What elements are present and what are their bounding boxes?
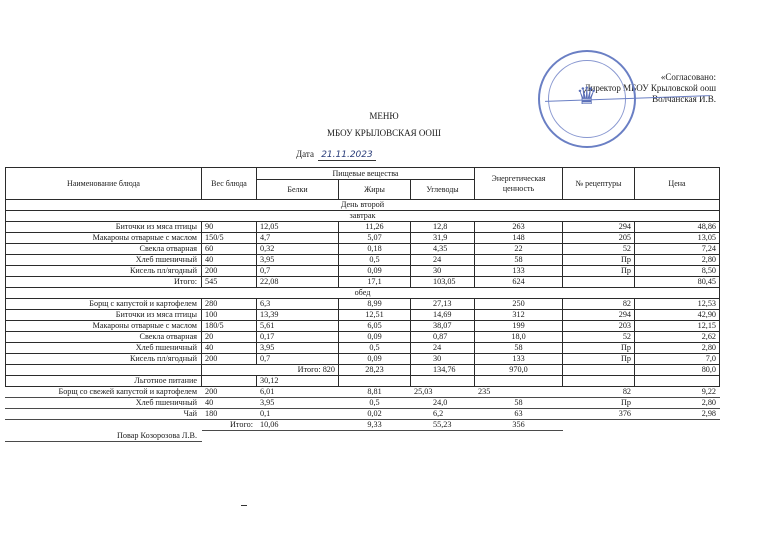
total-protein: 22,08	[257, 277, 339, 288]
table-row	[6, 299, 720, 310]
date-value: 21.11.2023	[318, 150, 376, 161]
dish-fat: 12,51	[339, 310, 411, 321]
dish-carbs: 30	[411, 354, 475, 365]
dish-protein: 3,95	[257, 343, 339, 354]
cook-row	[6, 431, 720, 442]
total-carbs: 103,05	[411, 277, 475, 288]
table-row	[6, 354, 720, 365]
breakfast-section: завтрак	[6, 211, 720, 222]
dish-protein: 4,7	[257, 233, 339, 244]
total-label: Итого: 820	[202, 365, 339, 376]
dish-carbs: 4,35	[411, 244, 475, 255]
dish-energy: 58	[475, 255, 563, 266]
empty-cell	[411, 376, 475, 387]
empty-cell	[635, 376, 720, 387]
total-fat: 28,23	[339, 365, 411, 376]
table-row	[6, 387, 720, 398]
total-recipe	[563, 277, 635, 288]
menu-title: МЕНЮ	[369, 111, 399, 121]
dish-protein: 6,01	[257, 387, 339, 398]
table-row	[6, 343, 720, 354]
dish-fat: 5,07	[339, 233, 411, 244]
dish-recipe: 294	[563, 222, 635, 233]
dish-carbs: 30	[411, 266, 475, 277]
total-recipe	[563, 365, 635, 376]
dish-energy: 63	[475, 409, 563, 420]
dish-name: Кисель пл/ягодный	[6, 354, 202, 365]
date-line	[296, 149, 376, 160]
dish-energy: 250	[475, 299, 563, 310]
dish-name: Макароны отварные с маслом	[6, 321, 202, 332]
table-row	[6, 332, 720, 343]
col-energy-header: Энергетическая ценность	[475, 168, 563, 200]
dish-price: 2,98	[635, 409, 720, 420]
dish-price: 2,80	[635, 255, 720, 266]
table-row	[6, 321, 720, 332]
dish-carbs: 12,8	[411, 222, 475, 233]
dish-energy: 148	[475, 233, 563, 244]
col-price-header: Цена	[635, 168, 720, 200]
dish-recipe: 294	[563, 310, 635, 321]
dish-carbs: 24,0	[411, 398, 475, 409]
empty-cell	[475, 376, 563, 387]
dish-name: Макароны отварные с маслом	[6, 233, 202, 244]
table-row	[6, 409, 720, 420]
dish-carbs: 38,07	[411, 321, 475, 332]
empty-cell	[635, 420, 720, 431]
dish-recipe: Пр	[563, 255, 635, 266]
dish-protein: 0,17	[257, 332, 339, 343]
dish-recipe: 52	[563, 244, 635, 255]
dish-energy: 58	[475, 343, 563, 354]
dish-fat: 11,26	[339, 222, 411, 233]
dish-name: Биточки из мяса птицы	[6, 310, 202, 321]
dish-protein: 0,7	[257, 266, 339, 277]
dish-name: Свекла отварная	[6, 332, 202, 343]
dish-weight: 280	[202, 299, 257, 310]
scan-mark	[241, 505, 247, 506]
dish-carbs: 14,69	[411, 310, 475, 321]
dish-protein: 3,95	[257, 255, 339, 266]
dish-fat: 0,02	[339, 409, 411, 420]
dish-carbs: 24	[411, 255, 475, 266]
dish-weight: 200	[202, 387, 257, 398]
dish-protein: 0,1	[257, 409, 339, 420]
dish-price: 7,24	[635, 244, 720, 255]
dish-carbs: 6,2	[411, 409, 475, 420]
dish-energy: 235	[475, 387, 563, 398]
dish-weight: 200	[202, 354, 257, 365]
lunch-section: обед	[6, 288, 720, 299]
empty-cell	[202, 376, 257, 387]
dish-recipe: 82	[563, 299, 635, 310]
dish-name: Кисель пл/ягодный	[6, 266, 202, 277]
table-row	[6, 222, 720, 233]
col-name-header: Наименование блюда	[6, 168, 202, 200]
dish-weight: 200	[202, 266, 257, 277]
dish-name: Борщ со свежей капустой и картофелем	[6, 387, 202, 398]
empty-cell	[411, 431, 475, 442]
total-carbs: 134,76	[411, 365, 475, 376]
total-protein: 30,12	[257, 376, 339, 387]
dish-recipe: 376	[563, 409, 635, 420]
free-meal-label: Льготное питание	[6, 376, 202, 387]
dish-weight: 40	[202, 255, 257, 266]
dish-protein: 12,05	[257, 222, 339, 233]
dish-carbs: 0,87	[411, 332, 475, 343]
dish-recipe: 203	[563, 321, 635, 332]
empty-cell	[339, 376, 411, 387]
approval-director: Директор МБОУ Крыловской оош	[584, 83, 716, 93]
dish-weight: 180	[202, 409, 257, 420]
dish-fat: 0,09	[339, 354, 411, 365]
dish-weight: 40	[202, 343, 257, 354]
col-recipe-header: № рецептуры	[563, 168, 635, 200]
dish-protein: 5,61	[257, 321, 339, 332]
col-protein-header: Белки	[257, 180, 339, 200]
dish-weight: 20	[202, 332, 257, 343]
total-price: 80,0	[635, 365, 720, 376]
dish-weight: 90	[202, 222, 257, 233]
dish-recipe: Пр	[563, 343, 635, 354]
dish-recipe: Пр	[563, 398, 635, 409]
protein-subrow	[6, 376, 720, 387]
table-row	[6, 398, 720, 409]
empty-cell	[257, 431, 339, 442]
dish-carbs: 24	[411, 343, 475, 354]
dish-protein: 13,39	[257, 310, 339, 321]
dish-weight: 60	[202, 244, 257, 255]
dish-protein: 0,7	[257, 354, 339, 365]
coat-of-arms-icon: ♛	[576, 84, 598, 110]
school-name: МБОУ КРЫЛОВСКАЯ ООШ	[326, 128, 442, 138]
dish-energy: 58	[475, 398, 563, 409]
empty-cell	[475, 431, 563, 442]
dish-name: Свекла отварная	[6, 244, 202, 255]
dish-energy: 133	[475, 266, 563, 277]
dish-price: 13,05	[635, 233, 720, 244]
empty-cell	[563, 420, 635, 431]
dish-fat: 8,81	[339, 387, 411, 398]
dish-fat: 0,5	[339, 255, 411, 266]
total-name-cell	[6, 365, 202, 376]
total-row	[6, 365, 720, 376]
dish-fat: 8,99	[339, 299, 411, 310]
dish-price: 7,0	[635, 354, 720, 365]
dish-price: 12,53	[635, 299, 720, 310]
dish-energy: 133	[475, 354, 563, 365]
dish-protein: 0,32	[257, 244, 339, 255]
total-energy: 970,0	[475, 365, 563, 376]
dish-energy: 18,0	[475, 332, 563, 343]
dish-price: 2,62	[635, 332, 720, 343]
dish-price: 2,80	[635, 343, 720, 354]
dish-weight: 40	[202, 398, 257, 409]
day-title: День второй	[6, 200, 720, 211]
dish-name: Хлеб пшеничный	[6, 255, 202, 266]
total-row	[6, 277, 720, 288]
total-carbs: 55,23	[411, 420, 475, 431]
approval-title: «Согласовано:	[660, 72, 716, 82]
dish-recipe: Пр	[563, 354, 635, 365]
dish-protein: 6,3	[257, 299, 339, 310]
total-fat: 17,1	[339, 277, 411, 288]
table-row	[6, 266, 720, 277]
col-carbs-header: Углеводы	[411, 180, 475, 200]
total-weight: 545	[202, 277, 257, 288]
dish-energy: 312	[475, 310, 563, 321]
dish-fat: 0,09	[339, 332, 411, 343]
dish-price: 9,22	[635, 387, 720, 398]
total-row	[6, 420, 720, 431]
dish-fat: 0,5	[339, 343, 411, 354]
table-row	[6, 310, 720, 321]
total-fat: 9,33	[339, 420, 411, 431]
empty-cell	[6, 420, 202, 431]
dish-recipe: 205	[563, 233, 635, 244]
dish-fat: 0,09	[339, 266, 411, 277]
total-protein: 10,06	[257, 420, 339, 431]
dish-fat: 0,5	[339, 398, 411, 409]
empty-cell	[635, 431, 720, 442]
dish-weight: 150/5	[202, 233, 257, 244]
dish-name: Хлеб пшеничный	[6, 343, 202, 354]
dish-recipe: Пр	[563, 266, 635, 277]
col-weight-header: Вес блюда	[202, 168, 257, 200]
dish-carbs: 27,13	[411, 299, 475, 310]
dish-recipe: 52	[563, 332, 635, 343]
empty-cell	[202, 431, 257, 442]
dish-energy: 22	[475, 244, 563, 255]
dish-recipe: 82	[563, 387, 635, 398]
total-energy: 624	[475, 277, 563, 288]
total-label: Итого:	[202, 420, 257, 431]
table-row	[6, 233, 720, 244]
table-row	[6, 255, 720, 266]
table-row	[6, 244, 720, 255]
cook-signature: Повар Козорозова Л.В.	[6, 431, 202, 442]
col-fat-header: Жиры	[339, 180, 411, 200]
dish-price: 48,86	[635, 222, 720, 233]
approval-signer: Волчанская И.В.	[652, 94, 716, 104]
dish-weight: 100	[202, 310, 257, 321]
dish-fat: 6,05	[339, 321, 411, 332]
dish-energy: 199	[475, 321, 563, 332]
col-nutrients-header: Пищевые вещества	[257, 168, 475, 180]
dish-weight: 180/5	[202, 321, 257, 332]
dish-name: Борщ с капустой и картофелем	[6, 299, 202, 310]
dish-price: 2,80	[635, 398, 720, 409]
total-price: 80,45	[635, 277, 720, 288]
dish-carbs: 25,03	[411, 387, 475, 398]
dish-name: Хлеб пшеничный	[6, 398, 202, 409]
dish-name: Биточки из мяса птицы	[6, 222, 202, 233]
total-label: Итого:	[6, 277, 202, 288]
dish-carbs: 31,9	[411, 233, 475, 244]
dish-fat: 0,18	[339, 244, 411, 255]
dish-price: 12,15	[635, 321, 720, 332]
empty-cell	[563, 431, 635, 442]
dish-name: Чай	[6, 409, 202, 420]
dish-protein: 3,95	[257, 398, 339, 409]
dish-energy: 263	[475, 222, 563, 233]
empty-cell	[563, 376, 635, 387]
dish-price: 42,90	[635, 310, 720, 321]
dish-price: 8,50	[635, 266, 720, 277]
total-energy: 356	[475, 420, 563, 431]
menu-table	[5, 167, 720, 442]
date-label: Дата	[296, 149, 314, 159]
empty-cell	[339, 431, 411, 442]
